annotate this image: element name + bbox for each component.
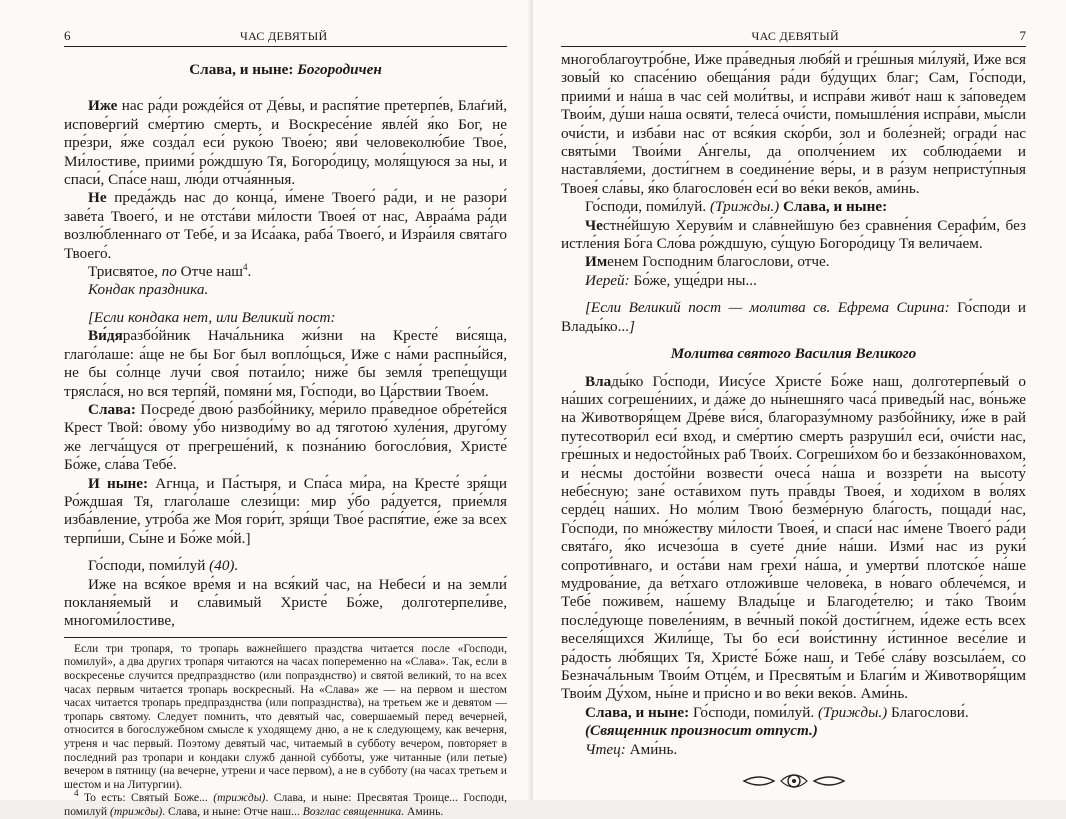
- decorative-ornament-icon: [561, 771, 1026, 796]
- paragraph: Ви́дяразбо́йник Нача́льника жи́зни на Кресте́ ви́сяща, глаго́лаше: а́ще не бы Бог был вопло́щься, Иже с на́ми распны́йся, не бы со́лнце лучи́ своя́ потаи́ло; ниже́ бы земля́ трепе́щущи трясла́ся, но вся терпя́й, помяни́ мя, Го́споди, во Ца́рствии Твое́м.: [64, 327, 507, 400]
- paragraph: многоблагоутро́бне, Иже пра́ведныя любя́й и гре́шныя ми́луяй, Иже вся зовы́й ко спасе́нию обеща́ния ра́ди бу́дущих благ; Сам, Го́споди, приими́ и на́ша в час сей моли́твы, и испра́ви живо́т наш к за́поведем Твои́м, ду́ши на́ша освяти́, телеса́ очи́сти, помышле́ния испра́ви, мы́сли очи́сти, и изба́ви нас от вся́кия ско́рби, зол и боле́зней; огради́ нас святы́ми Твои́ми А́нгелы, да ополче́нием их соблюда́еми и наставля́еми, дости́гнем в соедине́ние ве́ры, и в ра́зум непристу́пныя Твоея́ сла́вы, я́ко благослове́н еси́ во ве́ки веко́в, ами́нь.: [561, 51, 1026, 197]
- footnote-divider: [64, 637, 507, 638]
- paragraph: Кондак праздника.: [88, 281, 209, 299]
- right-body-text: [561, 51, 1026, 759]
- paragraph: Слава: Посреде́ двою́ разбо́йнику, ме́рило пра́ведное обре́тейся Крест Твой: о́вому у́бо низводи́му во ад тяготою́ хуле́ния, друго́му же легча́щуся от прегреше́ний, к позна́нию богосло́вия, Христе́ Бо́же, сла́ва Тебе́.: [64, 400, 507, 474]
- paragraph: Го́споди, поми́луй. (Трижды.) Слава, и ныне:: [585, 198, 888, 216]
- paragraph: Трисвятое, по Отче наш$^4$.: [88, 262, 252, 281]
- footnotes: [64, 642, 507, 819]
- page-number-left: 6: [64, 28, 71, 43]
- right-page-header: [561, 28, 1026, 47]
- prayer-heading: Молитва святого Василия Великого: [670, 345, 917, 363]
- left-page-header: [64, 28, 507, 47]
- left-body-text: [64, 61, 507, 631]
- paragraph: Го́споди, поми́луй (40).: [88, 557, 239, 575]
- running-title-right: ЧАС ДЕВЯТЫЙ: [751, 29, 840, 43]
- paragraph: Честне́йшую Херуви́м и сла́внейшую без сравне́ния Серафи́м, без истле́ния Бо́га Сло́ва ро́ждшую, су́щую Богоро́дицу Тя велича́ем.: [561, 216, 1026, 253]
- paragraph: Иже нас ра́ди рожде́йся от Де́вы, и распя́тие претерпе́в, Блаѓий, испове́ргий сме́ртию смерть, и Воскресе́ние явле́й я́ко Бог, не пре́зри, я́же созда́л еси́ руко́ю Твое́ю; яви́ человеколю́бие Твое́, Ми́лостиве, приими́ ро́ждшую Тя, Богоро́дицу, моля́щуюся за ны, и спаси́, Спа́се наш, лю́ди отча́янныя.: [64, 97, 507, 189]
- right-page: [533, 0, 1066, 800]
- paragraph: Чтец: Ами́нь.: [585, 740, 678, 758]
- paragraph: (Священник произносит отпуст.): [585, 722, 818, 740]
- footnote: Если три тропаря, то тропарь важнейшего праздства читается после «Господи, помилуй», а два других тропаря читаются на часах попеременно на «Слава». Так, если в воскресенье случится предпразднство (или попразднство) и святой великий, то на всех часах первым читается тропарь воскресный. На «Слава» же — на первом и шестом часах читается тропарь предпразднства (или попразднства), на третьем же и девятом — тропарь святому. Следует помнить, что девятый час, совершаемый перед вечерней, относится в богослужебном смысле к уходящему дню, а не к следующему, как вечерня, утреня и час первый. Поэтому девятый час, читаемый в субботу вечером, повторяет в последний раз тропари и кондаки служб данной субботы, уже читанные (или петые) вечером в пятницу (на вечерне, утрени и часе первом), а не в субботу (на часах третьем и шестом и на Литургии).: [64, 641, 507, 791]
- paragraph: Слава, и ныне: Го́споди, поми́луй. (Трижды.) Благослови́.: [585, 703, 969, 721]
- footnote: $^4$ То есть: Святый Боже... (трижды). Слава, и ныне: Пресвятая Троице... Господи, помилуй (трижды). Слава, и ныне: Отче наш... Возглас священника. Аминь.: [64, 788, 507, 818]
- paragraph: Влады́ко Го́споди, Иису́се Христе́ Бо́же наш, долготерпе́вый о на́ших согреше́ниих, и да́же до ны́нешняго часа́ приведы́й нас, во́ньже на Животворя́щем Дре́ве ви́ся, благоразу́мному разбо́йнику, и́же в рай путесотвори́л еси́ вход, и сме́ртию смерть разруши́л еси́, очи́сти нас, гре́шных и недосто́йных раб Твои́х. Согреши́хом бо и беззако́нновахом, и не́смы досто́йни возвести́ очеса́ на́ша и воззре́ти на высоту́ небе́сную; зане́ оста́вихом путь пра́вды Твоея́, и ходи́хом в во́лях серде́ц на́ших. Но мо́лим Твою́ безме́рную бла́гость, пощади́ нас, Го́споди, по мно́жеству ми́лости Твоея́, и спаси́ нас и́мене Твоего́ ра́ди свята́го, я́ко исчезо́ша в суете́ дни́е на́ши. Изми́ нас из руки́ сопроти́внаго, и оста́ви нам грехи́ на́ша, и умертви́ плотско́е на́ше мудрова́ние, да ве́тхаго отложи́вше челове́ка, в но́ваго облече́мся, и Тебе́ поживе́м, на́шему Влады́це и Благоде́телю; и та́ко Твои́м после́дующе повеле́ниям, в ве́чный поко́й дости́гнем, и́деже есть всех веселя́щихся Жили́ще, Ты бо еси́ вои́стинну и́стинное весе́лие и ра́дость лю́бящих Тя, Христе́ Бо́же наш, и Тебе́ сла́ву возсыла́ем, со Безнача́льным Твои́м Отце́м, и Пресвяты́м и Благи́м и Животворя́щим Твои́м Ду́хом, ны́не и при́сно и во ве́ки веко́в. Ами́нь.: [561, 372, 1026, 703]
- paragraph: Иерей: Бо́же, уще́дри ны...: [585, 271, 757, 289]
- paragraph: Именем Господним благослови, отче.: [585, 253, 830, 271]
- paragraph: Не преда́ждь нас до конца́, и́мене Твоего́ ра́ди, и не разори́ заве́та Твоего́, и не отста́ви ми́лости Твоея́ от нас, Авраа́ма ра́ди возлю́бленнаго от Тебе́, и за Иса́ака, раба́ Твоего́, и Изра́иля свята́го Твоего́.: [64, 189, 507, 262]
- section-heading: Слава, и ныне: Богородичен: [189, 61, 382, 78]
- paragraph: [Если кондака нет, или Великий пост:: [88, 308, 336, 326]
- paragraph: И ныне: Агнца, и Па́стыря, и Спа́са ми́ра, на Кресте́ зря́щи Ро́ждшая Тя, глаго́лаше слези́щи: мир у́бо ра́дуется, прие́мля изба́вление, утро́ба же Моя гори́т, зря́щи Твое́ распя́тие, е́же за всех терпи́ши, Сы́не и Бо́же мо́й.]: [64, 474, 507, 547]
- paragraph: Иже на вся́кое вре́мя и на вся́кий час, на Небеси́ и на земли́ покланя́емый и сла́вимый Христе́ Бо́же, долготерпели́ве, многоми́лостиве,: [64, 575, 507, 630]
- paragraph: [Если Великий пост — молитва св. Ефрема Сирина: Го́споди и Влады́ко...]: [561, 299, 1026, 335]
- page-number-right: 7: [1019, 28, 1026, 43]
- left-page: [0, 0, 533, 818]
- running-title-left: ЧАС ДЕВЯТЫЙ: [239, 29, 328, 43]
